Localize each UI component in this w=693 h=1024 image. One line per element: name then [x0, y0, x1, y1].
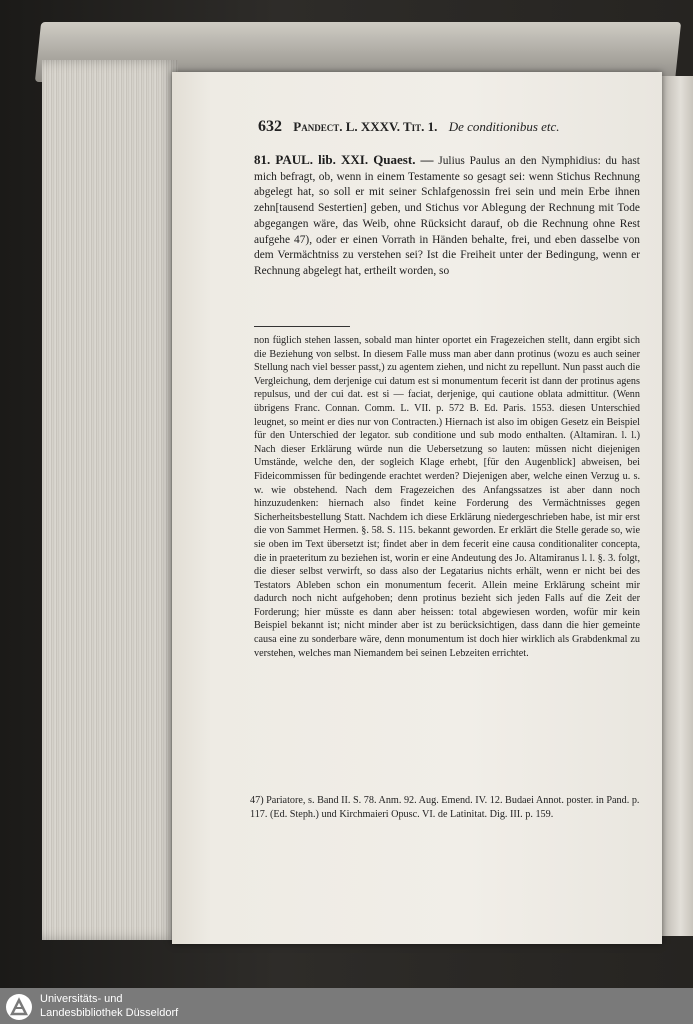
- footnote-rule: [254, 326, 350, 327]
- running-header: [258, 118, 648, 136]
- library-footer: [0, 988, 693, 1024]
- notes-text: non füglich stehen lassen, sobald man hinter oportet ein Fragezeichen stellt, dann ergibt sich die Beziehung von selbst. In diesem Falle muss man aber dann protinus (wozu es auch seiner Stellung nach viel besser passt,) zu agentem ziehen, und nicht zu repellunt. Nun passt auch die Vergleichung, dem derjenige cui datum est si monumentum fecerit ist dann der protinus agens repulsus, und der cui dat. est si — faciat, derjenige, qui cautione oblata admittitur. (Wenn übrigens Franc. Connan. Comm. L. VII. p. 572 B. Ed. Paris. 1553. diesen Unterschied leugnet, so meint er dies nur von Contracten.) Hiernach ist also im obigen Gesetz ein Beispiel für den Unterschied der legator. sub conditione und sub modo enthalten. (Altamiran. l. l.) Nach dieser Erklärung würde nun die Uebersetzung so lauten: müssen nicht diejenigen Umstände, welche den, der sogleich Klage erhebt, [für den Augenblick] abweisen, bei Fideicommissen für bedingende erachtet werden? Diejenigen aber, welche einen Verzug u. s. w. wie obstehend. Nach dem Fragezeichen des Anfangssatzes ist aber dann noch hinzuzudenken: hiernach also findet keine Forderung des Vermächtnisses gegen Sicherheitsbestellung Statt. Nachdem ich diese Erklärung niedergeschrieben habe, ist mir erst die von Sammet Hermen. §. 58. S. 115. bekannt geworden. Er erklärt die Stelle gerade so, wie sie oben im Text übersetzt ist; findet aber in dem fecerit eine causa conditionaliter concepta, die in praeteritum zu beziehen ist, worin er eine Andeutung des Jo. Altamiranus l. l. §. 3. folgt, die dieser selbst verwirft, so dass also der Legatarius nichts erhält, wenn er nicht bei des Testators Ableben schon ein monumentum fecerit. Allein meine Erklärung scheint mir dadurch noch nicht aufgehoben; denn protinus bezieht sich jeden Falls auf die Zeit der Forderung; hier müsste es dann aber heissen: total abgewiesen worden, wofür mir kein Beispiel bekannt ist; nicht minder aber ist zu berücksichtigen, dass dann die hier gemeinte causa eine zu sonderbare wäre, denn monumentum ist doch hier wirklich als Grabdenkmal zu verstehen, welches man Niemandem bei seinen Lebzeiten errichtet.: [254, 335, 640, 659]
- page-number: 632: [258, 118, 282, 135]
- footnote-text: Pariatore, s. Band II. S. 78. Anm. 92. Aug. Emend. IV. 12. Budaei Annot. poster. in Pand. p. 117. (Ed. Steph.) und Kirchmaieri Opusc. VI. de Latinitat. Dig. III. p. 159.: [250, 795, 640, 820]
- book-page: [172, 72, 662, 944]
- library-name[interactable]: [40, 992, 178, 1020]
- footnote: [250, 794, 640, 821]
- footnote-marker: 47): [250, 795, 264, 806]
- running-subtitle: De conditionibus etc.: [448, 119, 560, 134]
- main-text-body: Julius Paulus an den Nymphidius: du hast mich befragt, ob, wenn in einem Testamente so gesagt sei: wenn Stichus Rechnung abgelegt hat, so soll er mit seiner Schlafgenossin frei sein und mein Erbe ihnen zehn[tausend Sestertien] geben, und Stichus vor Ablegung der Rechnung mit Tode abgegangen wäre, das Weib, ohne Rücksicht darauf, ob die Rechnung ohne Rest aufgehe 47), oder er einen Vorrath in Händen behalte, frei, und eben dasselbe von dem Vermächtniss zu verstehen sei? Ist die Freiheit unter der Bedingung, wenn er Rechnung abgelegt hat, ertheilt worden, so: [254, 155, 640, 277]
- facing-page-edge: [662, 76, 693, 936]
- section-lead: 81. PAUL. lib. XXI. Quaest. —: [254, 152, 434, 167]
- page-stack: [42, 60, 178, 940]
- library-logo-icon[interactable]: [6, 994, 32, 1020]
- main-text: [254, 152, 640, 280]
- library-name-line2: Landesbibliothek Düsseldorf: [40, 1007, 179, 1019]
- library-name-line1: Universitäts- und: [40, 993, 123, 1005]
- running-title: Pandect. L. XXXV. Tit. 1.: [293, 119, 438, 134]
